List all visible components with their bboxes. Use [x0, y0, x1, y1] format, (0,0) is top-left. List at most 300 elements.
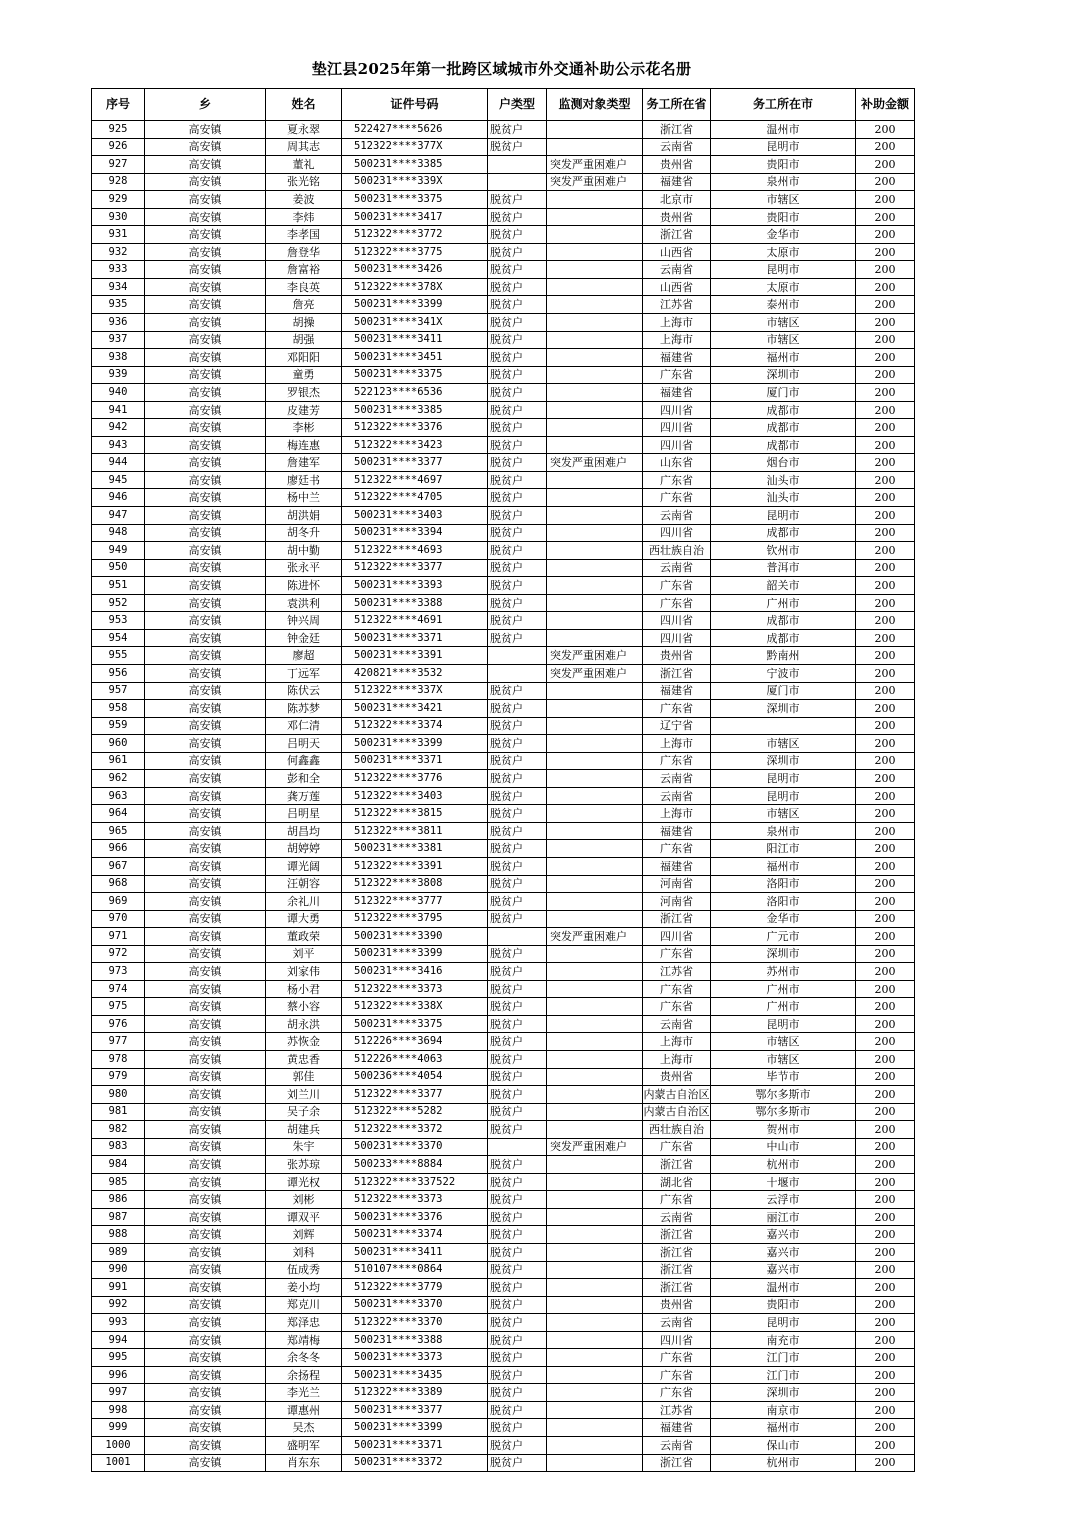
row-seq: 998: [92, 1401, 145, 1419]
table-row: [92, 928, 915, 946]
row-name: 皮建芳: [266, 401, 342, 419]
row-seq: 981: [92, 1103, 145, 1121]
row-subsidy: 200: [856, 1349, 915, 1367]
row-seq: 937: [92, 331, 145, 349]
row-monitor-type: [547, 980, 643, 998]
row-id-number: 500231****3416: [342, 963, 488, 981]
row-name: 谭惠州: [266, 1401, 342, 1419]
row-work-province: 云南省: [643, 770, 711, 788]
row-monitor-type: [547, 1050, 643, 1068]
row-township: 高安镇: [145, 226, 266, 244]
row-name: 刘科: [266, 1244, 342, 1262]
row-township: 高安镇: [145, 998, 266, 1016]
row-household-type: 脱贫户: [488, 191, 547, 209]
row-subsidy: 200: [856, 840, 915, 858]
row-township: 高安镇: [145, 928, 266, 946]
row-monitor-type: [547, 1156, 643, 1174]
row-id-number: 500231****3399: [342, 296, 488, 314]
row-work-province: 河南省: [643, 893, 711, 911]
row-id-number: 500231****3371: [342, 629, 488, 647]
row-seq: 978: [92, 1050, 145, 1068]
table-row: [92, 1156, 915, 1174]
row-id-number: 512322****377X: [342, 138, 488, 156]
row-household-type: 脱贫户: [488, 1208, 547, 1226]
row-household-type: 脱贫户: [488, 577, 547, 595]
row-household-type: 脱贫户: [488, 559, 547, 577]
row-name: 吕明天: [266, 735, 342, 753]
row-household-type: 脱贫户: [488, 1454, 547, 1472]
row-seq: 992: [92, 1296, 145, 1314]
row-township: 高安镇: [145, 805, 266, 823]
row-work-city: 深圳市: [711, 366, 856, 384]
row-work-province: 江苏省: [643, 963, 711, 981]
table-row: [92, 945, 915, 963]
row-household-type: [488, 928, 547, 946]
row-work-city: 保山市: [711, 1437, 856, 1455]
row-subsidy: 200: [856, 1296, 915, 1314]
row-seq: 985: [92, 1173, 145, 1191]
row-name: 詹建军: [266, 454, 342, 472]
row-name: 周其志: [266, 138, 342, 156]
row-work-province: 浙江省: [643, 910, 711, 928]
row-seq: 956: [92, 664, 145, 682]
row-work-city: 杭州市: [711, 1454, 856, 1472]
row-id-number: 500231****3373: [342, 1349, 488, 1367]
row-work-city: 温州市: [711, 121, 856, 139]
row-id-number: 500231****3393: [342, 577, 488, 595]
row-subsidy: 200: [856, 1244, 915, 1262]
row-household-type: 脱贫户: [488, 261, 547, 279]
row-township: 高安镇: [145, 489, 266, 507]
table-row: [92, 261, 915, 279]
row-township: 高安镇: [145, 1261, 266, 1279]
row-work-city: 成都市: [711, 419, 856, 437]
table-row: [92, 278, 915, 296]
row-township: 高安镇: [145, 471, 266, 489]
row-monitor-type: [547, 910, 643, 928]
row-name: 余冬冬: [266, 1349, 342, 1367]
row-name: 童勇: [266, 366, 342, 384]
row-household-type: 脱贫户: [488, 1279, 547, 1297]
row-id-number: 512322****3403: [342, 787, 488, 805]
row-seq: 970: [92, 910, 145, 928]
row-household-type: 脱贫户: [488, 1103, 547, 1121]
row-household-type: 脱贫户: [488, 454, 547, 472]
row-monitor-type: [547, 507, 643, 525]
row-subsidy: 200: [856, 1068, 915, 1086]
row-seq: 944: [92, 454, 145, 472]
row-work-city: 广元市: [711, 928, 856, 946]
row-seq: 959: [92, 717, 145, 735]
row-work-city: 成都市: [711, 612, 856, 630]
row-seq: 930: [92, 208, 145, 226]
row-household-type: 脱贫户: [488, 1331, 547, 1349]
row-work-province: 福建省: [643, 384, 711, 402]
row-id-number: 500231****3390: [342, 928, 488, 946]
row-township: 高安镇: [145, 1208, 266, 1226]
row-id-number: 500231****3391: [342, 647, 488, 665]
row-work-province: 北京市: [643, 191, 711, 209]
table-row: [92, 1050, 915, 1068]
row-work-province: 上海市: [643, 1050, 711, 1068]
row-work-city: 阳江市: [711, 840, 856, 858]
row-township: 高安镇: [145, 156, 266, 174]
row-township: 高安镇: [145, 664, 266, 682]
row-subsidy: 200: [856, 822, 915, 840]
row-work-city: 韶关市: [711, 577, 856, 595]
row-id-number: 500231****3421: [342, 700, 488, 718]
row-work-province: 辽宁省: [643, 717, 711, 735]
row-household-type: 脱贫户: [488, 594, 547, 612]
row-township: 高安镇: [145, 261, 266, 279]
row-household-type: 脱贫户: [488, 296, 547, 314]
row-work-province: 浙江省: [643, 1454, 711, 1472]
row-subsidy: 200: [856, 717, 915, 735]
row-monitor-type: 突发严重困难户: [547, 454, 643, 472]
row-name: 汪朝容: [266, 875, 342, 893]
row-township: 高安镇: [145, 436, 266, 454]
row-name: 姜小均: [266, 1279, 342, 1297]
row-monitor-type: 突发严重困难户: [547, 156, 643, 174]
row-household-type: 脱贫户: [488, 787, 547, 805]
row-township: 高安镇: [145, 1191, 266, 1209]
row-work-city: 鄂尔多斯市: [711, 1086, 856, 1104]
row-work-city: 温州市: [711, 1279, 856, 1297]
row-household-type: 脱贫户: [488, 208, 547, 226]
table-row: [92, 577, 915, 595]
row-work-province: 福建省: [643, 173, 711, 191]
row-subsidy: 200: [856, 945, 915, 963]
row-monitor-type: [547, 875, 643, 893]
row-work-province: 贵州省: [643, 208, 711, 226]
row-work-province: 广东省: [643, 840, 711, 858]
row-seq: 949: [92, 542, 145, 560]
row-work-city: 云浮市: [711, 1191, 856, 1209]
row-household-type: 脱贫户: [488, 138, 547, 156]
row-monitor-type: [547, 1015, 643, 1033]
table-row: [92, 1244, 915, 1262]
row-id-number: 500231****3394: [342, 524, 488, 542]
row-work-province: 广东省: [643, 1191, 711, 1209]
row-monitor-type: 突发严重困难户: [547, 1138, 643, 1156]
table-row: [92, 805, 915, 823]
row-monitor-type: [547, 261, 643, 279]
row-township: 高安镇: [145, 1015, 266, 1033]
row-seq: 987: [92, 1208, 145, 1226]
row-township: 高安镇: [145, 1068, 266, 1086]
row-subsidy: 200: [856, 1314, 915, 1332]
row-work-city: 嘉兴市: [711, 1244, 856, 1262]
row-monitor-type: [547, 612, 643, 630]
row-id-number: 522123****6536: [342, 384, 488, 402]
row-household-type: [488, 156, 547, 174]
row-id-number: 512322****3373: [342, 980, 488, 998]
row-name: 吴杰: [266, 1419, 342, 1437]
row-monitor-type: [547, 419, 643, 437]
row-household-type: 脱贫户: [488, 893, 547, 911]
row-id-number: 500231****3399: [342, 1419, 488, 1437]
row-household-type: 脱贫户: [488, 1384, 547, 1402]
row-id-number: 512322****3772: [342, 226, 488, 244]
row-id-number: 500231****3399: [342, 945, 488, 963]
row-work-city: 太原市: [711, 278, 856, 296]
row-work-city: 泉州市: [711, 822, 856, 840]
row-subsidy: 200: [856, 735, 915, 753]
row-monitor-type: [547, 1086, 643, 1104]
row-work-province: 浙江省: [643, 226, 711, 244]
row-township: 高安镇: [145, 1086, 266, 1104]
row-id-number: 500231****3377: [342, 454, 488, 472]
row-township: 高安镇: [145, 1138, 266, 1156]
table-row: [92, 1331, 915, 1349]
row-name: 刘平: [266, 945, 342, 963]
row-township: 高安镇: [145, 945, 266, 963]
row-work-province: 山西省: [643, 243, 711, 261]
row-subsidy: 200: [856, 1138, 915, 1156]
row-work-city: 昆明市: [711, 261, 856, 279]
row-work-province: 云南省: [643, 787, 711, 805]
row-township: 高安镇: [145, 752, 266, 770]
row-subsidy: 200: [856, 436, 915, 454]
row-work-province: 河南省: [643, 875, 711, 893]
row-subsidy: 200: [856, 787, 915, 805]
row-name: 蔡小容: [266, 998, 342, 1016]
row-id-number: 500231****3370: [342, 1138, 488, 1156]
row-seq: 991: [92, 1279, 145, 1297]
table-row: [92, 436, 915, 454]
row-household-type: 脱贫户: [488, 524, 547, 542]
row-id-number: 500231****3370: [342, 1296, 488, 1314]
row-township: 高安镇: [145, 594, 266, 612]
row-id-number: 500231****3451: [342, 349, 488, 367]
row-seq: 963: [92, 787, 145, 805]
row-monitor-type: [547, 998, 643, 1016]
table-row: [92, 700, 915, 718]
row-township: 高安镇: [145, 138, 266, 156]
row-seq: 934: [92, 278, 145, 296]
row-township: 高安镇: [145, 1156, 266, 1174]
table-row: [92, 349, 915, 367]
row-seq: 938: [92, 349, 145, 367]
row-name: 肖东东: [266, 1454, 342, 1472]
row-work-province: 广东省: [643, 471, 711, 489]
row-work-city: 成都市: [711, 401, 856, 419]
row-monitor-type: [547, 401, 643, 419]
row-subsidy: 200: [856, 191, 915, 209]
row-work-city: 市辖区: [711, 1050, 856, 1068]
row-household-type: 脱贫户: [488, 1419, 547, 1437]
row-township: 高安镇: [145, 910, 266, 928]
row-name: 廖廷书: [266, 471, 342, 489]
row-work-province: 湖北省: [643, 1173, 711, 1191]
row-seq: 974: [92, 980, 145, 998]
row-name: 梅连惠: [266, 436, 342, 454]
page-title: 垫江县2025年第一批跨区域城市外交通补助公示花名册: [311, 60, 692, 78]
row-monitor-type: [547, 1314, 643, 1332]
row-subsidy: 200: [856, 752, 915, 770]
row-seq: 925: [92, 121, 145, 139]
row-subsidy: 200: [856, 998, 915, 1016]
row-seq: 936: [92, 314, 145, 332]
row-name: 余扬程: [266, 1366, 342, 1384]
row-monitor-type: [547, 1401, 643, 1419]
row-monitor-type: [547, 471, 643, 489]
row-work-city: 深圳市: [711, 752, 856, 770]
row-work-province: 广东省: [643, 1366, 711, 1384]
row-id-number: 500233****8884: [342, 1156, 488, 1174]
row-subsidy: 200: [856, 664, 915, 682]
row-township: 高安镇: [145, 963, 266, 981]
row-name: 胡婷婷: [266, 840, 342, 858]
row-id-number: 500231****3385: [342, 156, 488, 174]
row-seq: 967: [92, 857, 145, 875]
row-work-province: 云南省: [643, 1208, 711, 1226]
row-seq: 997: [92, 1384, 145, 1402]
row-monitor-type: [547, 805, 643, 823]
row-household-type: 脱贫户: [488, 1401, 547, 1419]
row-household-type: 脱贫户: [488, 243, 547, 261]
table-row: [92, 1437, 915, 1455]
table-row: [92, 1103, 915, 1121]
row-name: 邓阳阳: [266, 349, 342, 367]
row-township: 高安镇: [145, 1279, 266, 1297]
row-id-number: 500231****3375: [342, 1015, 488, 1033]
row-id-number: 512322****3776: [342, 770, 488, 788]
row-id-number: 500236****4054: [342, 1068, 488, 1086]
row-id-number: 500231****3435: [342, 1366, 488, 1384]
row-monitor-type: [547, 314, 643, 332]
row-monitor-type: [547, 366, 643, 384]
row-township: 高安镇: [145, 542, 266, 560]
row-subsidy: 200: [856, 1279, 915, 1297]
table-row: [92, 419, 915, 437]
row-name: 胡中勤: [266, 542, 342, 560]
row-household-type: 脱贫户: [488, 805, 547, 823]
row-township: 高安镇: [145, 314, 266, 332]
row-subsidy: 200: [856, 1050, 915, 1068]
row-subsidy: 200: [856, 805, 915, 823]
row-township: 高安镇: [145, 577, 266, 595]
row-household-type: 脱贫户: [488, 822, 547, 840]
row-name: 钟兴周: [266, 612, 342, 630]
table-row: [92, 980, 915, 998]
row-id-number: 500231****3371: [342, 752, 488, 770]
row-township: 高安镇: [145, 629, 266, 647]
row-household-type: 脱贫户: [488, 1244, 547, 1262]
row-seq: 933: [92, 261, 145, 279]
table-row: [92, 752, 915, 770]
row-work-city: 福州市: [711, 857, 856, 875]
row-subsidy: 200: [856, 893, 915, 911]
row-work-province: 西壮族自治: [643, 542, 711, 560]
row-seq: 977: [92, 1033, 145, 1051]
row-work-city: 贵阳市: [711, 1296, 856, 1314]
row-work-province: 广东省: [643, 1384, 711, 1402]
row-subsidy: 200: [856, 612, 915, 630]
row-seq: 962: [92, 770, 145, 788]
row-township: 高安镇: [145, 559, 266, 577]
row-id-number: 500231****3374: [342, 1226, 488, 1244]
row-work-city: 鄂尔多斯市: [711, 1103, 856, 1121]
row-name: 袁洪利: [266, 594, 342, 612]
row-work-province: 山东省: [643, 454, 711, 472]
row-household-type: 脱贫户: [488, 507, 547, 525]
row-work-province: 江苏省: [643, 1401, 711, 1419]
row-subsidy: 200: [856, 1261, 915, 1279]
row-id-number: 512322****3423: [342, 436, 488, 454]
row-work-province: 上海市: [643, 805, 711, 823]
row-name: 龚万莲: [266, 787, 342, 805]
row-id-number: 500231****3377: [342, 1401, 488, 1419]
row-work-province: 西壮族自治: [643, 1121, 711, 1139]
row-township: 高安镇: [145, 524, 266, 542]
table-row: [92, 1138, 915, 1156]
row-township: 高安镇: [145, 735, 266, 753]
row-id-number: 512322****3373: [342, 1191, 488, 1209]
row-name: 刘兰川: [266, 1086, 342, 1104]
row-subsidy: 200: [856, 980, 915, 998]
row-work-city: 贵阳市: [711, 208, 856, 226]
row-id-number: 500231****3426: [342, 261, 488, 279]
row-township: 高安镇: [145, 384, 266, 402]
row-work-province: 浙江省: [643, 1244, 711, 1262]
row-work-city: 昆明市: [711, 787, 856, 805]
row-subsidy: 200: [856, 173, 915, 191]
row-subsidy: 200: [856, 454, 915, 472]
row-household-type: [488, 173, 547, 191]
row-township: 高安镇: [145, 875, 266, 893]
row-monitor-type: [547, 594, 643, 612]
row-seq: 954: [92, 629, 145, 647]
row-work-city: 福州市: [711, 1419, 856, 1437]
row-id-number: 512322****4705: [342, 489, 488, 507]
row-household-type: [488, 647, 547, 665]
row-subsidy: 200: [856, 857, 915, 875]
row-work-city: 嘉兴市: [711, 1226, 856, 1244]
table-row: [92, 191, 915, 209]
row-name: 郑克川: [266, 1296, 342, 1314]
row-work-province: 江苏省: [643, 296, 711, 314]
table-row: [92, 770, 915, 788]
row-subsidy: 200: [856, 1173, 915, 1191]
row-name: 董政荣: [266, 928, 342, 946]
row-monitor-type: [547, 226, 643, 244]
row-work-city: 洛阳市: [711, 875, 856, 893]
row-township: 高安镇: [145, 208, 266, 226]
row-id-number: 512226****3694: [342, 1033, 488, 1051]
row-work-city: 丽江市: [711, 1208, 856, 1226]
row-seq: 971: [92, 928, 145, 946]
table-row: [92, 612, 915, 630]
row-township: 高安镇: [145, 366, 266, 384]
row-township: 高安镇: [145, 173, 266, 191]
row-id-number: 500231****3388: [342, 1331, 488, 1349]
row-subsidy: 200: [856, 647, 915, 665]
row-township: 高安镇: [145, 1384, 266, 1402]
row-seq: 994: [92, 1331, 145, 1349]
row-work-province: 四川省: [643, 928, 711, 946]
row-seq: 964: [92, 805, 145, 823]
row-id-number: 512322****3376: [342, 419, 488, 437]
table-row: [92, 1033, 915, 1051]
header-monitor-type: 监测对象类型: [547, 89, 643, 121]
row-township: 高安镇: [145, 419, 266, 437]
row-seq: 990: [92, 1261, 145, 1279]
row-household-type: 脱贫户: [488, 1296, 547, 1314]
row-name: 张光铭: [266, 173, 342, 191]
row-seq: 961: [92, 752, 145, 770]
row-name: 邓仁清: [266, 717, 342, 735]
